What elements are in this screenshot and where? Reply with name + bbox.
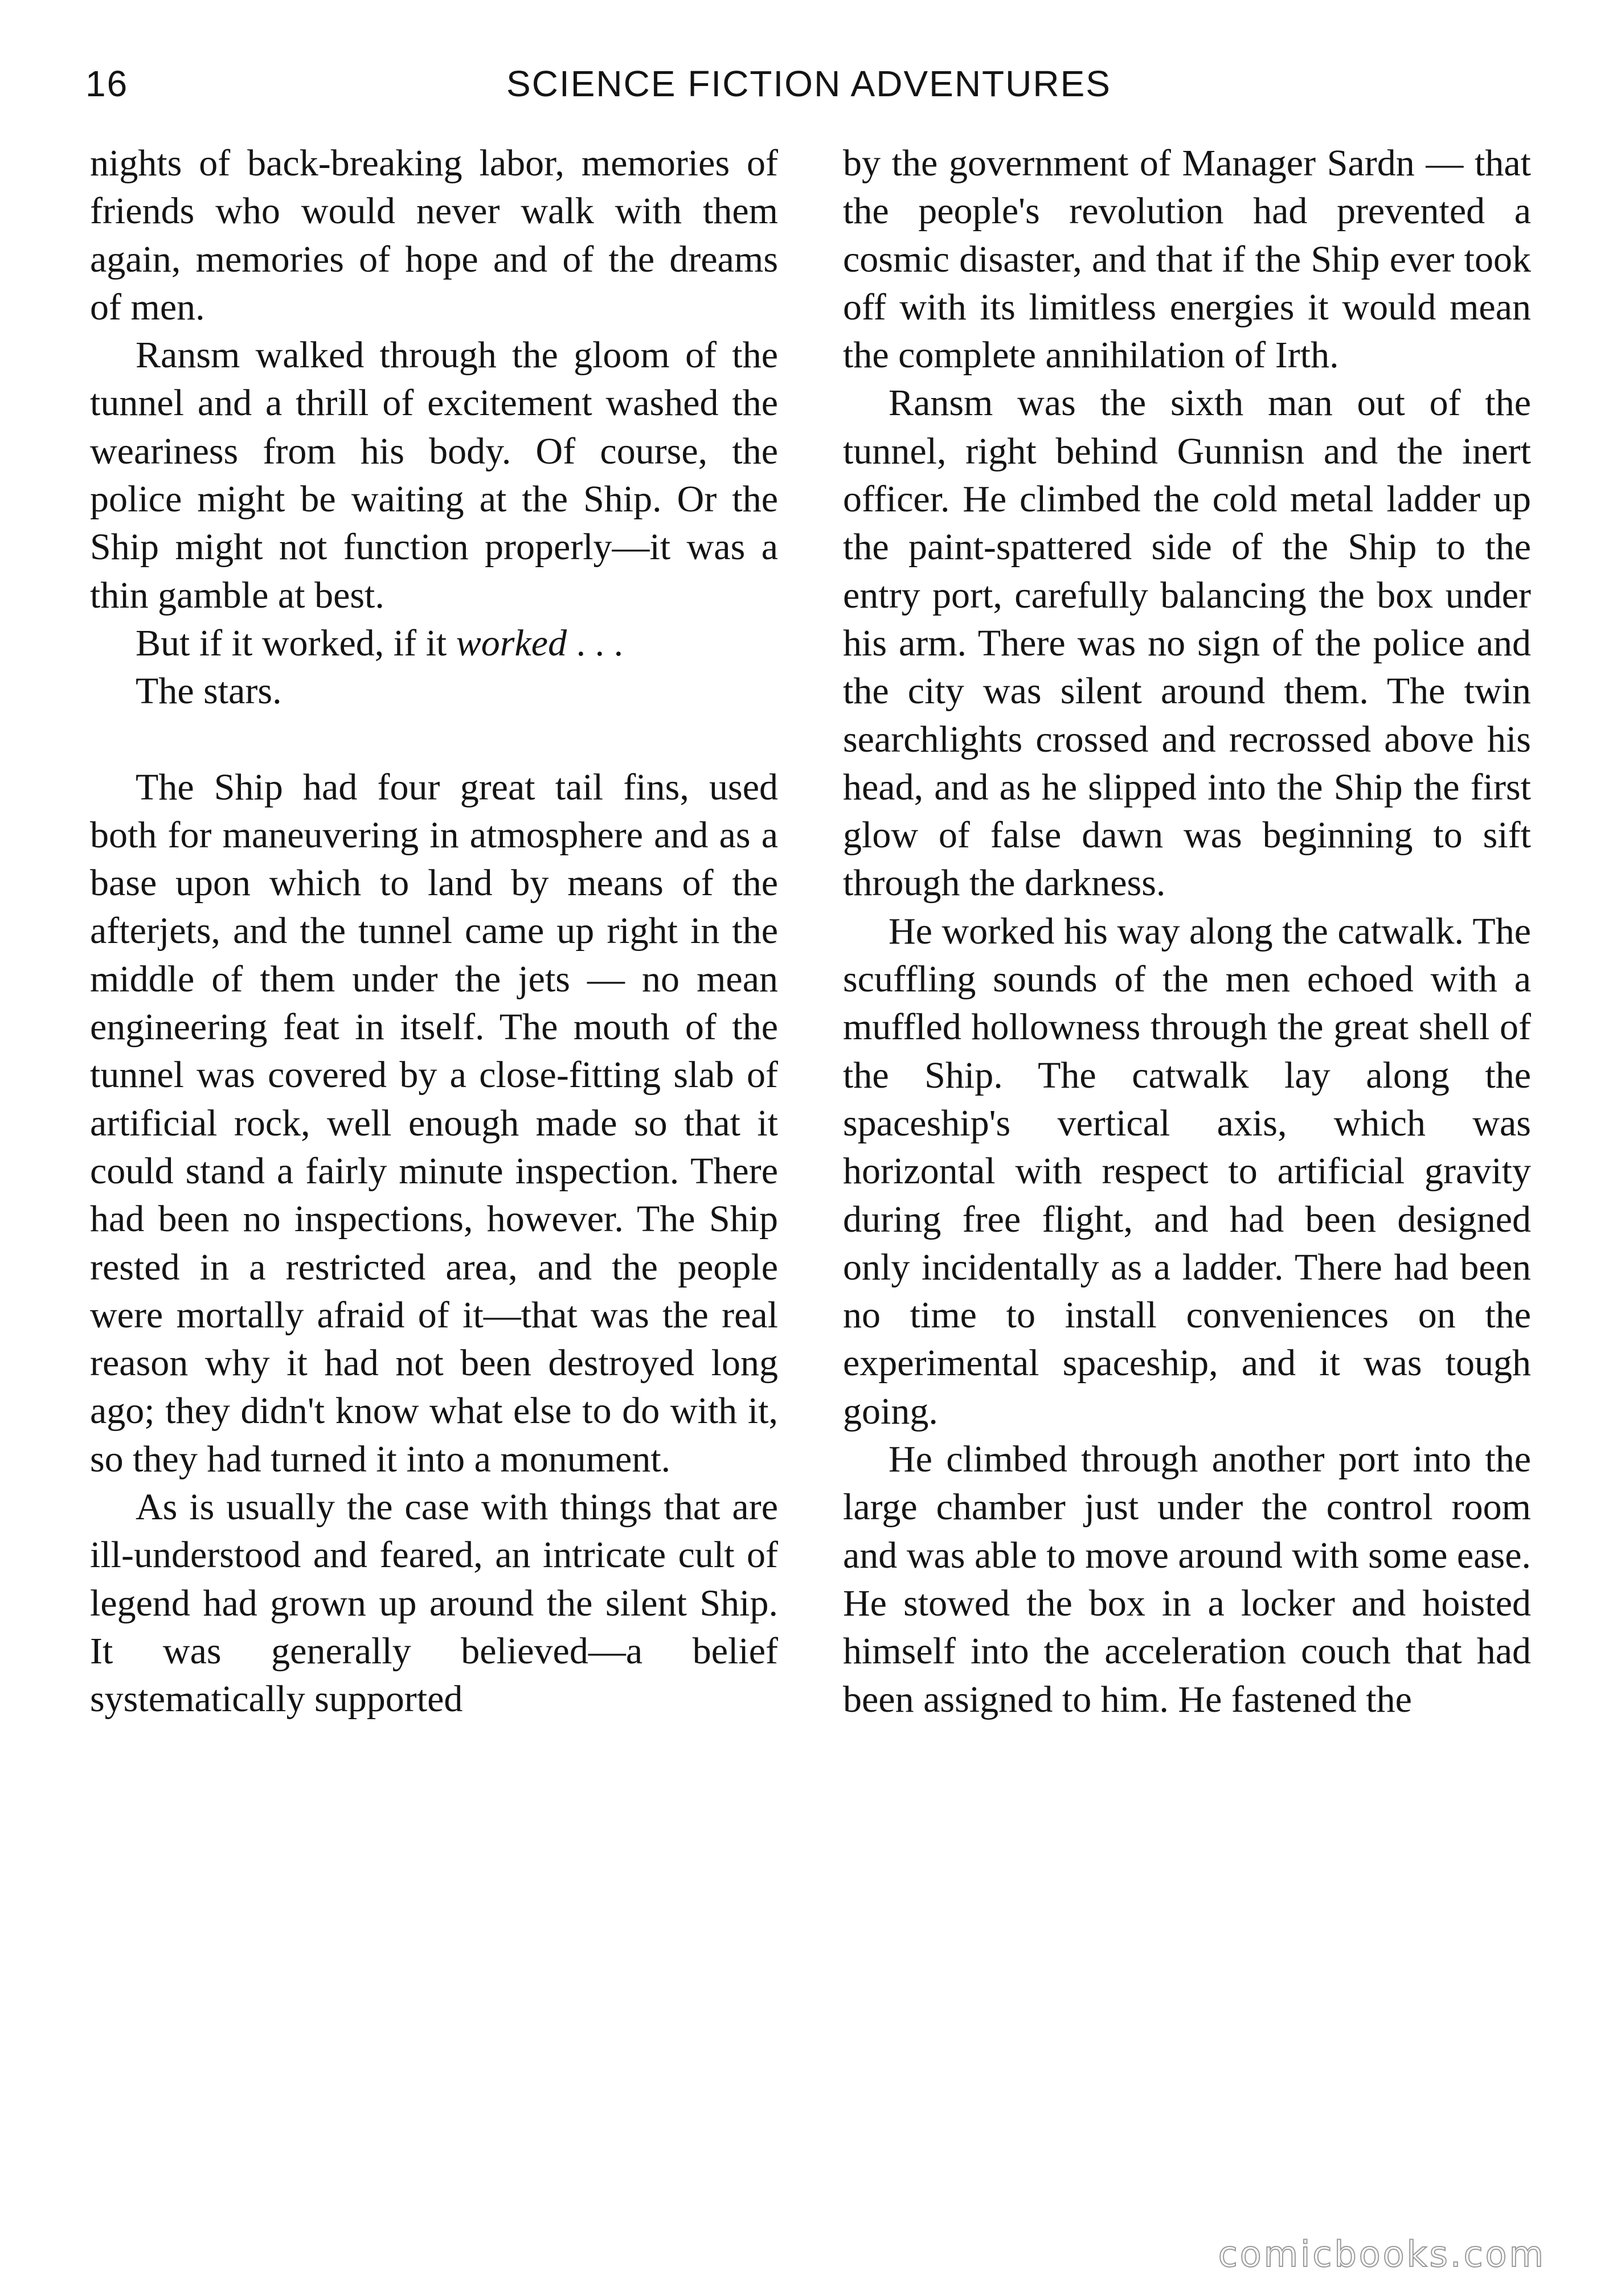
- paragraph: He worked his way along the catwalk. The scuffling sounds of the men echoed with a muffled hollowness through the great shell of the Ship. The catwalk lay along the spaceship's vertical axis, which was horizontal with respect to artificial gravity during free flight, and had been designed only incidentally as a ladder. There had been no time to install conveniences on the experimental spaceship, and it was tough going.: [843, 910, 1531, 1432]
- paragraph: The stars.: [136, 670, 282, 712]
- left-column: [90, 140, 778, 1724]
- right-column: [843, 140, 1531, 1724]
- paragraph: by the government of Manager Sardn — that the people's revolution had prevented a cosmic disaster, and that if the Ship ever took off with its limitless energies it would mean the complete annihilation of Irth.: [843, 142, 1531, 376]
- watermark: comicbooks.com: [1218, 2233, 1546, 2275]
- emphasis-text: worked: [456, 622, 567, 664]
- paragraph: Ransm was the sixth man out of the tunnel, right behind Gunnisn and the inert officer. He climbed the cold metal ladder up the paint-spattered side of the Ship to the entry port, carefully balancing the box under his arm. There was no sign of the police and the city was silent around them. The twin searchlights crossed and recrossed above his head, and as he slipped into the Ship the first glow of false dawn was beginning to sift through the darkness.: [843, 382, 1531, 904]
- page-header: [85, 63, 1532, 120]
- paragraph: Ransm walked through the gloom of the tunnel and a thrill of excitement washed the weariness from his body. Of course, the police might be waiting at the Ship. Or the Ship might not function properly—it was a thin gamble at best.: [90, 334, 778, 616]
- page-number: 16: [85, 63, 129, 104]
- running-head: SCIENCE FICTION ADVENTURES: [506, 63, 1111, 104]
- paragraph: [90, 620, 778, 667]
- ellipsis-text: . . .: [567, 622, 624, 664]
- paragraph: He climbed through another port into the large chamber just under the control room and was able to move around with some ease. He stowed the box in a locker and hoisted himself into the acceleration couch that had been assigned to him. He fastened the: [843, 1438, 1531, 1720]
- paragraph: As is usually the case with things that are ill-understood and feared, an intricate cult of legend had grown up around the silent Ship. It was generally believed—a belief systematically supported: [90, 1486, 778, 1720]
- paragraph-text: But if it worked, if it: [136, 622, 456, 664]
- paragraph: The Ship had four great tail fins, used both for maneuvering in atmosphere and as a base upon which to land by means of the afterjets, and the tunnel came up right in the middle of them under the jets — no mean engineering feat in itself. The mouth of the tunnel was covered by a close-fitting slab of artificial rock, well enough made so that it could stand a fairly minute inspection. There had been no inspections, however. The Ship rested in a restricted area, and the people were mortally afraid of it—that was the real reason why it had not been destroyed long ago; they didn't know what else to do with it, so they had turned it into a monument.: [90, 766, 778, 1480]
- paragraph: nights of back-breaking labor, memories of friends who would never walk with them again, memories of hope and of the dreams of men.: [90, 142, 778, 328]
